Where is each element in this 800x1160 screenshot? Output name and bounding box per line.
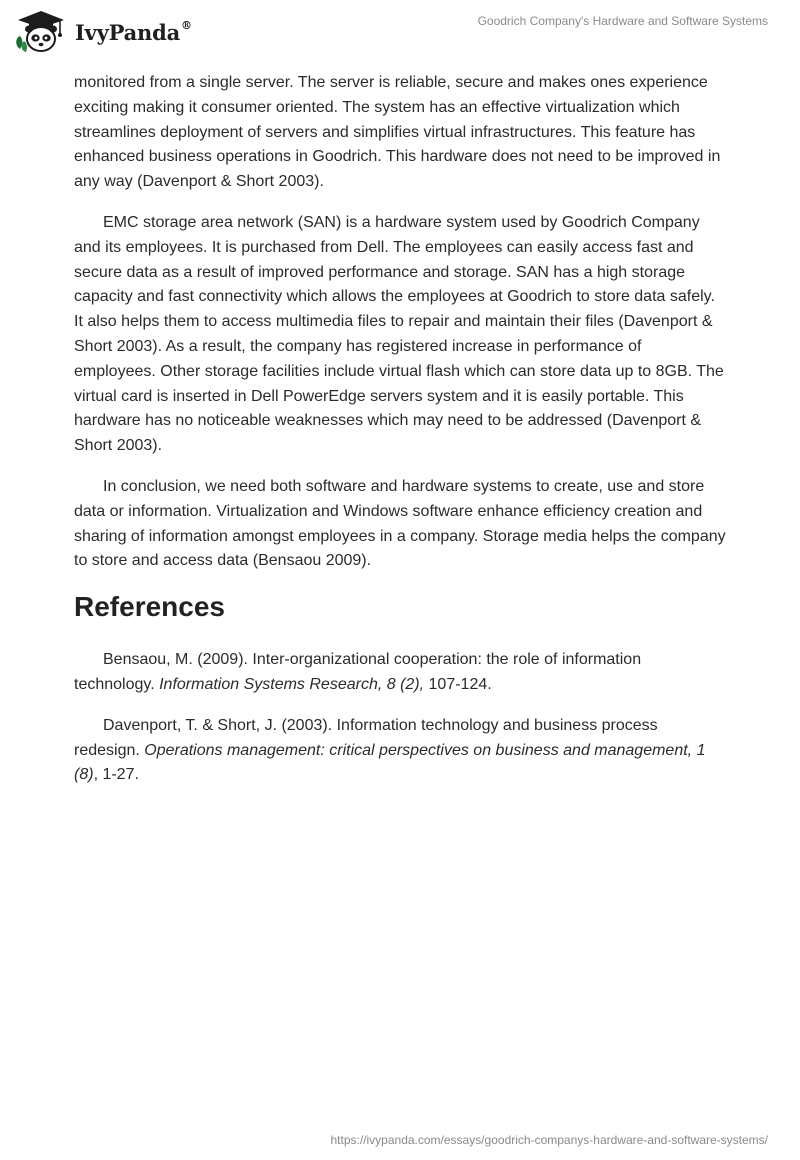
document-title: Goodrich Company's Hardware and Software Systems [477, 14, 768, 28]
body-paragraph-3: In conclusion, we need both software and hardware systems to create, use and store data or information. Virtualization and Windows software enhance efficiency creation and sharing of information amongst employees in a company. Storage media helps the company to store and access data (Bensaou 2009). [74, 477, 726, 570]
ivypanda-logo-icon[interactable] [14, 8, 66, 54]
reference-1-source: Information Systems Research, 8 (2), [159, 675, 425, 693]
reference-1-authors: Bensaou, M. (2009). Inter-organizational cooperation: the role of information technology. [74, 651, 642, 693]
essay-content [74, 71, 726, 804]
reference-item-2 [74, 714, 726, 788]
registered-mark: ® [181, 19, 192, 32]
brand-name[interactable] [75, 20, 192, 45]
brand-text: IvyPanda [75, 20, 181, 45]
references-heading: References [74, 591, 225, 623]
body-paragraph-1: monitored from a single server. The server is reliable, secure and makes ones experience exciting making it consumer oriented. The system has an effective virtualization which streamlines deployment of servers and simplifies virtual infrastructures. This feature has enhanced business operations in Goodrich. This hardware does not need to be improved in any way (Davenport & Short 2003). [74, 74, 721, 191]
reference-item-1 [74, 648, 726, 698]
reference-2-pages: , 1-27. [93, 766, 139, 784]
reference-1-pages: 107-124. [424, 675, 492, 693]
body-paragraph-2: EMC storage area network (SAN) is a hardware system used by Goodrich Company and its employees. It is purchased from Dell. The employees can easily access fast and secure data as a result of improved performance and storage. SAN has a high storage capacity and fast connectivity which allows the employees at Goodrich to store data safely. It also helps them to access multimedia files to repair and maintain their files (Davenport & Short 2003). As a result, the company has registered increase in performance of employees. Other storage facilities include virtual flash which can store data up to 8GB. The virtual card is inserted in Dell PowerEdge servers system and it is easily portable. This hardware has no noticeable weaknesses which may need to be addressed (Davenport & Short 2003). [74, 213, 724, 455]
footer-url[interactable]: https://ivypanda.com/essays/goodrich-companys-hardware-and-software-systems/ [330, 1133, 768, 1147]
reference-2-authors: Davenport, T. & Short, J. (2003). Information technology and business process redesign. [74, 716, 658, 759]
reference-2-source: Operations management: critical perspectives on business and management, 1 (8) [74, 741, 706, 784]
page-header [0, 0, 800, 64]
